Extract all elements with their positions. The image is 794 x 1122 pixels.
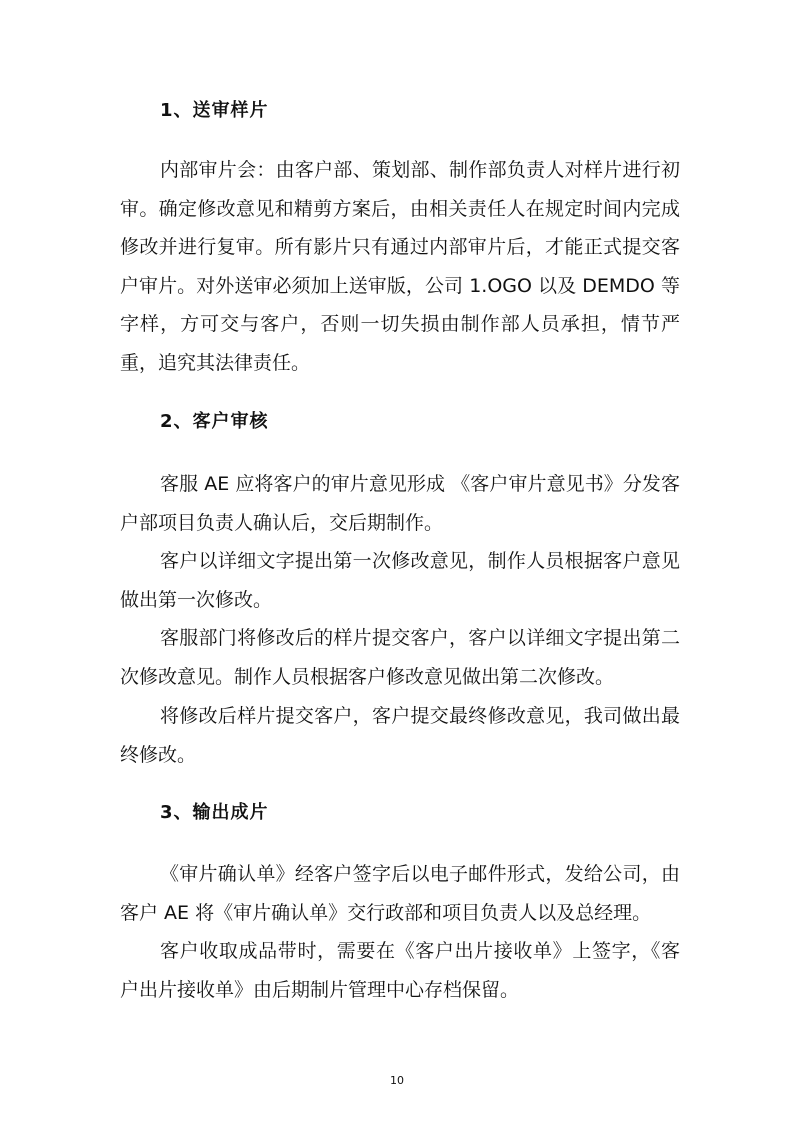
section-heading-2: 2、客户审核 (160, 411, 269, 432)
section-2-paragraph-2: 客户以详细文字提出第一次修改意见，制作人员根据客户意见做出第一次修改。 (120, 550, 680, 611)
section-1-paragraph-1: 内部审片会：由客户部、策划部、制作部负责人对样片进行初审。确定修改意见和精剪方案后，由相关责任人在规定时间内完成修改并进行复审。所有影片只有通过内部审片后，才能正式提交客户审片。对外送审必须加上送审版，公司 1.OGO 以及 DEMDO 等字样，方可交与客户，否则一切失损由制作部人员承担，情节严重，追究其法律责任。 (120, 159, 680, 374)
section-2-paragraph-4: 将修改后样片提交客户，客户提交最终修改意见，我司做出最终修改。 (120, 705, 680, 766)
page-number: 10 (390, 1074, 404, 1087)
section-2-paragraph-1: 客服 AE 应将客户的审片意见形成 《客户审片意见书》分发客户部项目负责人确认后，交后期制作。 (120, 473, 680, 534)
section-3-paragraph-1: 《审片确认单》经客户签字后以电子邮件形式，发给公司，由客户 AE 将《审片确认单》交行政部和项目负责人以及总经理。 (120, 863, 680, 924)
section-2-paragraph-3: 客服部门将修改后的样片提交客户，客户以详细文字提出第二次修改意见。制作人员根据客户修改意见做出第二次修改。 (120, 627, 680, 688)
section-heading-1: 1、送审样片 (160, 100, 269, 121)
section-heading-3: 3、输出成片 (160, 802, 269, 823)
section-3-paragraph-2: 客户收取成品带时，需要在《客户出片接收单》上签字，《客户出片接收单》由后期制片管理中心存档保留。 (120, 940, 680, 1001)
